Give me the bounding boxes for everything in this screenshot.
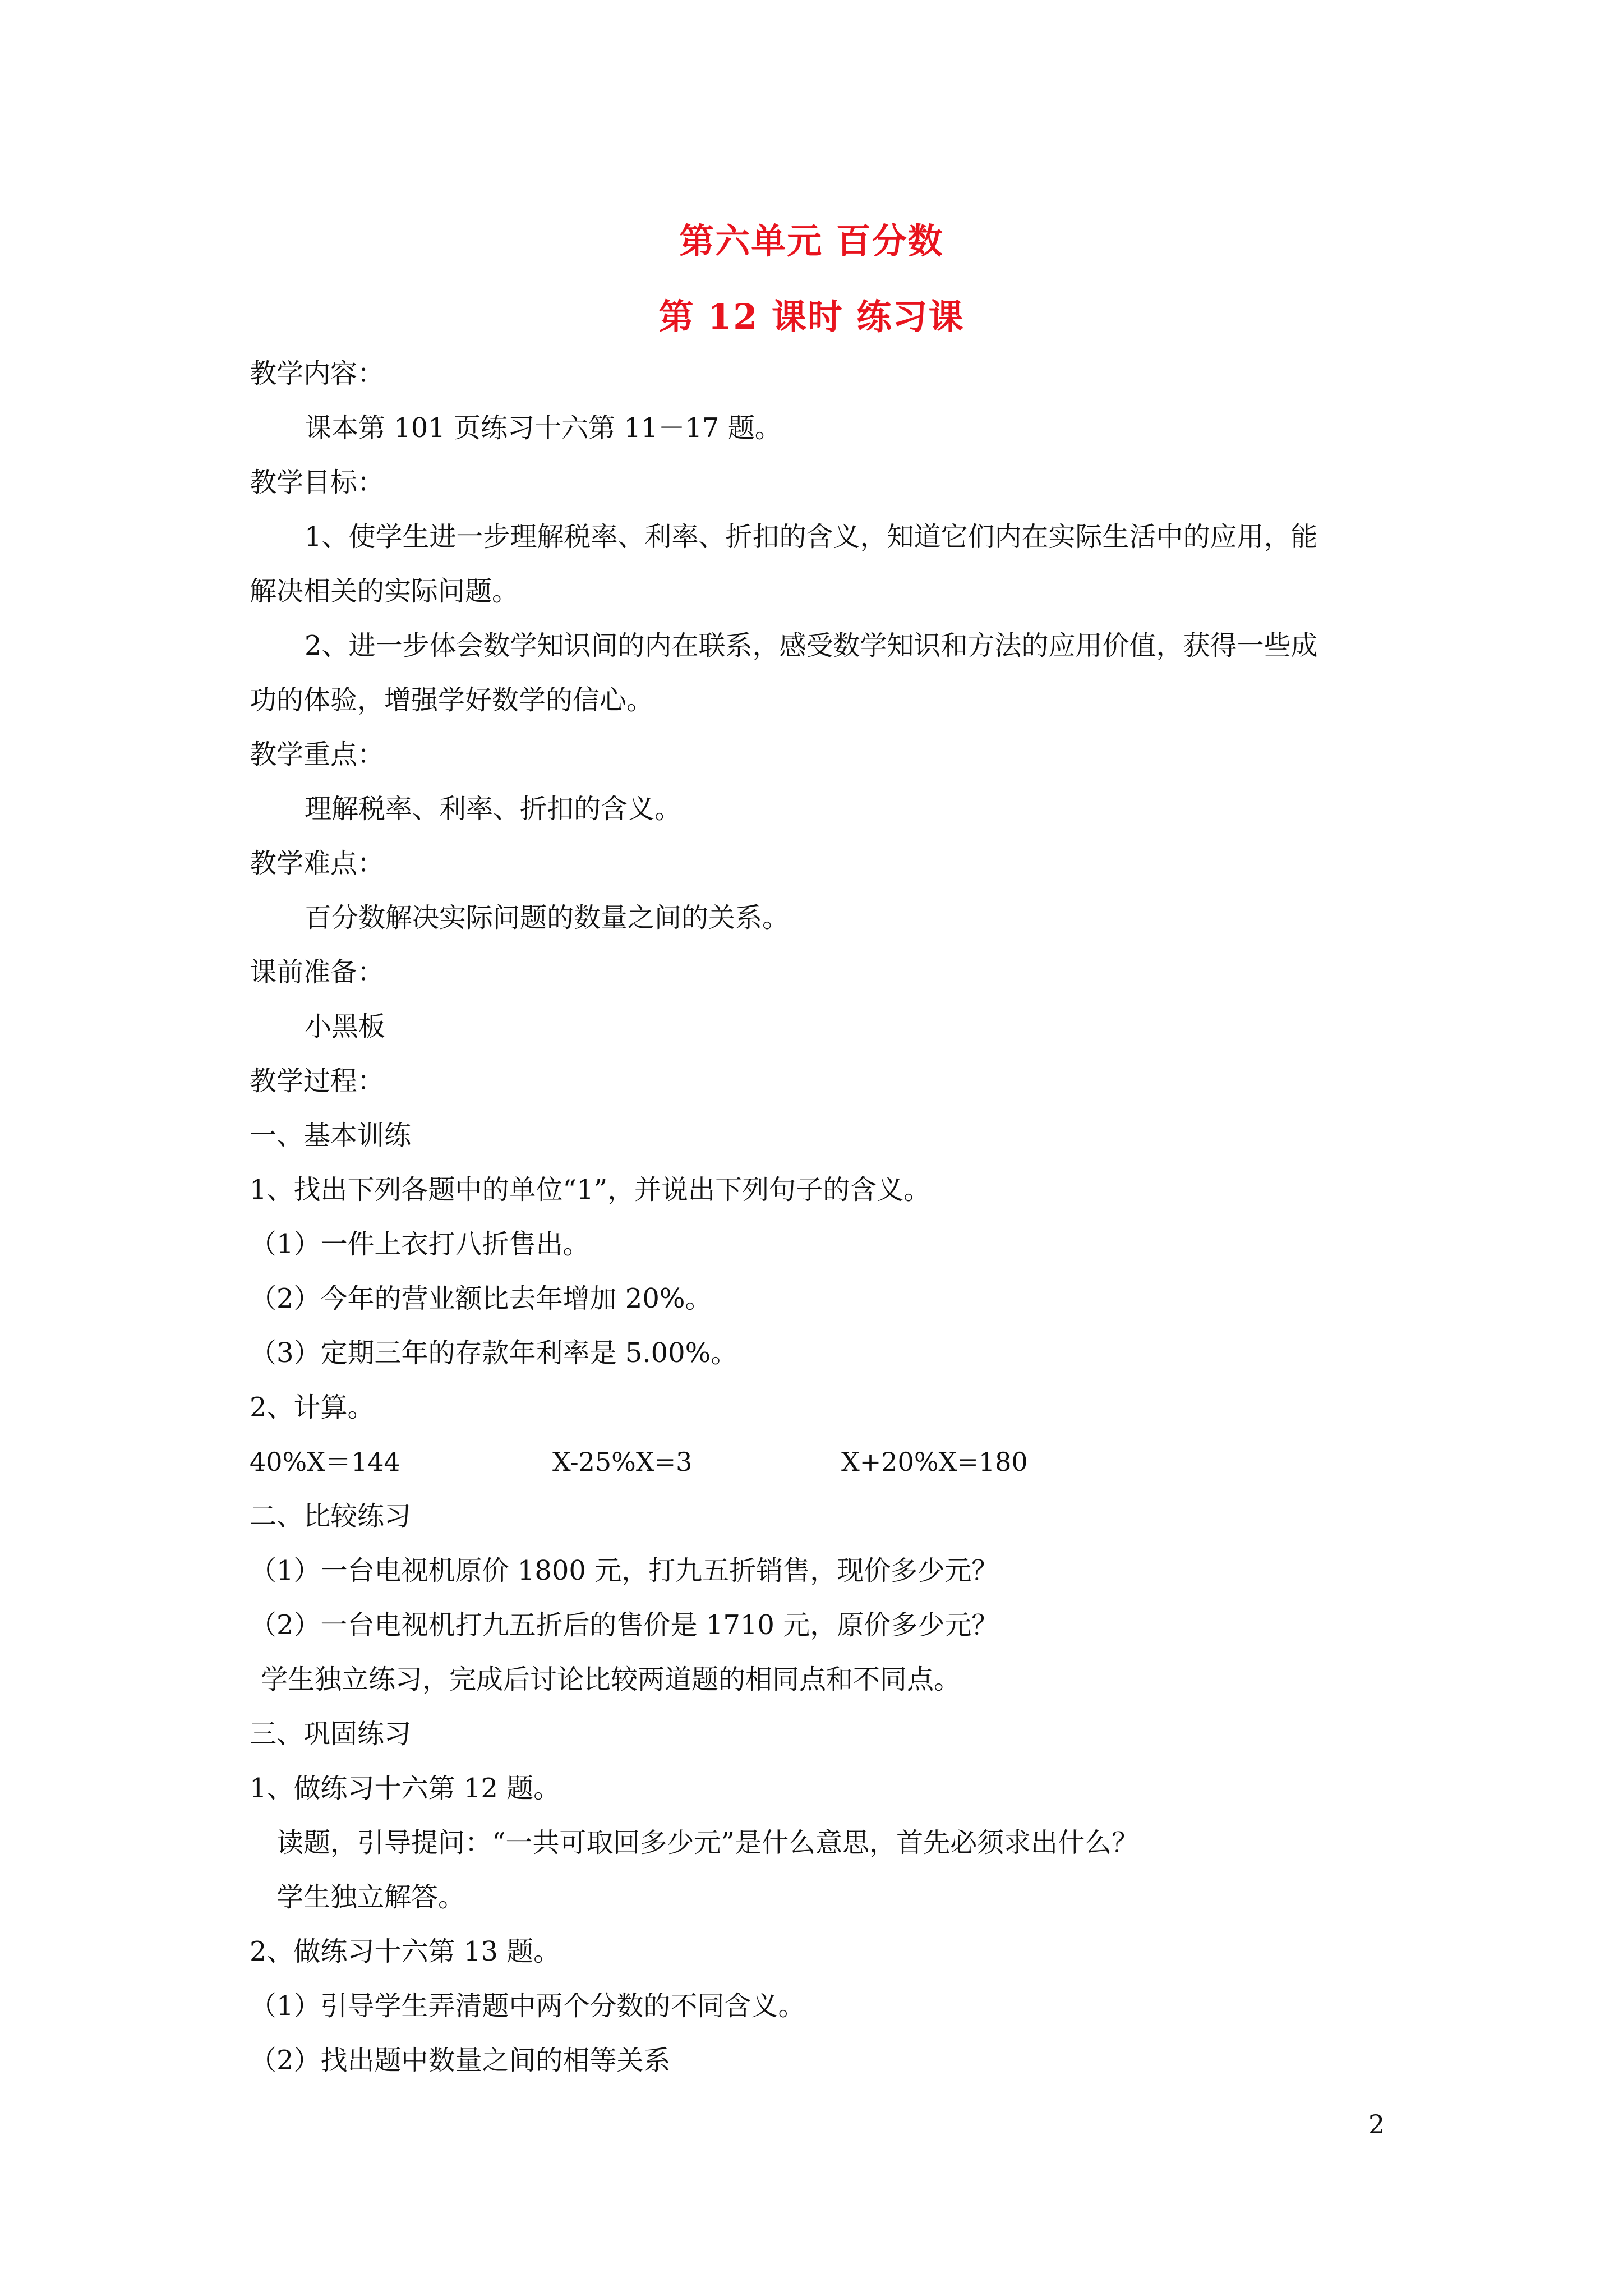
key-point-text: 理解税率、利率、折扣的含义。 (305, 793, 682, 825)
calc-equation-1: 40%X＝144 (250, 1447, 400, 1477)
s3-question-2-item-2: （2）找出题中数量之间的相等关系 (250, 2045, 671, 2076)
s3-question-1-note: 学生独立解答。 (276, 1881, 465, 1913)
s1-question-1-item-2: （2）今年的营业额比去年增加 20%。 (250, 1283, 712, 1314)
objective-2-line-2: 功的体验，增强学好数学的信心。 (250, 684, 654, 716)
lesson-title: 第 12 课时 练习课 (658, 296, 965, 337)
s1-question-1-item-3: （3）定期三年的存款年利率是 5.00%。 (250, 1337, 738, 1369)
s1-question-1-item-1: （1）一件上衣打八折售出。 (250, 1228, 590, 1260)
s3-question-1: 1、做练习十六第 12 题。 (250, 1773, 561, 1804)
page-number: 2 (1368, 2109, 1385, 2139)
objective-1-line-1: 1、使学生进一步理解税率、利率、折扣的含义，知道它们内在实际生活中的应用，能 (305, 521, 1318, 553)
s2-question-2: （2）一台电视机打九五折后的售价是 1710 元，原价多少元？ (250, 1609, 999, 1641)
difficulty-label: 教学难点： (250, 848, 385, 879)
section-1-heading: 一、基本训练 (250, 1120, 412, 1151)
s2-note: 学生独立练习，完成后讨论比较两道题的相同点和不同点。 (261, 1664, 961, 1695)
s2-question-1: （1）一台电视机原价 1800 元，打九五折销售，现价多少元？ (250, 1555, 999, 1586)
teaching-content-label: 教学内容： (250, 358, 385, 389)
process-label: 教学过程： (250, 1065, 385, 1097)
s1-question-1: 1、找出下列各题中的单位“1”，并说出下列句子的含义。 (250, 1174, 931, 1205)
s1-question-2: 2、计算。 (250, 1392, 375, 1423)
preparation-label: 课前准备： (250, 956, 385, 988)
s3-question-2: 2、做练习十六第 13 题。 (250, 1936, 561, 1967)
unit-title: 第六单元 百分数 (679, 220, 944, 261)
objective-2-line-1: 2、进一步体会数学知识间的内在联系，感受数学知识和方法的应用价值，获得一些成 (305, 630, 1318, 661)
key-point-label: 教学重点： (250, 739, 385, 770)
calc-equation-3: X+20%X=180 (841, 1447, 1028, 1477)
section-2-heading: 二、比较练习 (250, 1501, 412, 1532)
preparation-text: 小黑板 (305, 1011, 386, 1042)
teaching-content-text: 课本第 101 页练习十六第 11－17 题。 (305, 412, 782, 444)
objective-1-line-2: 解决相关的实际问题。 (250, 576, 519, 607)
section-3-heading: 三、巩固练习 (250, 1718, 412, 1750)
s3-question-2-item-1: （1）引导学生弄清题中两个分数的不同含义。 (250, 1990, 805, 2022)
s3-question-1-prompt: 读题，引导提问：“一共可取回多少元”是什么意思，首先必须求出什么？ (276, 1827, 1139, 1858)
calc-equation-2: X-25%X=3 (552, 1447, 693, 1477)
objectives-label: 教学目标： (250, 467, 385, 498)
difficulty-text: 百分数解决实际问题的数量之间的关系。 (305, 902, 790, 933)
